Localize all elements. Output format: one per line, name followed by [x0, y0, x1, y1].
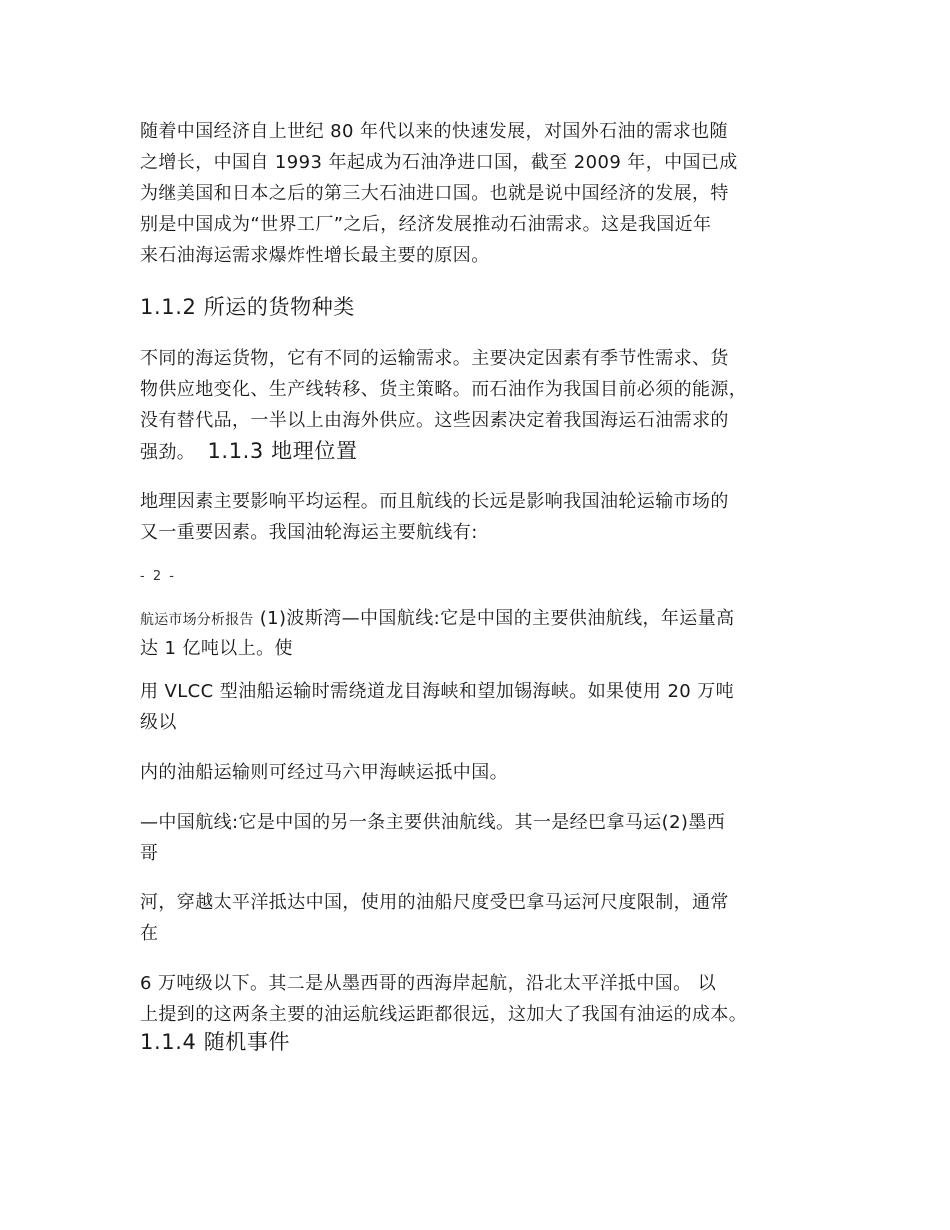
- text-line: 为继美国和日本之后的第三大石油进口国。也就是说中国经济的发展，特: [140, 183, 729, 204]
- text-line: 物供应地变化、生产线转移、货主策略。而石油作为我国目前必须的能源，: [140, 379, 748, 400]
- text-line: 来石油海运需求爆炸性增长最主要的原因。: [140, 245, 490, 266]
- paragraph-route-persian-gulf: [140, 603, 830, 661]
- page-number: - 2 -: [140, 569, 176, 584]
- paragraph-pacific: [140, 968, 830, 1030]
- section-heading-cargo-types: 1.1.2 所运的货物种类: [140, 295, 355, 319]
- section-heading-geography: 1.1.3 地理位置: [207, 439, 358, 463]
- text-fragment: 强劲。: [140, 442, 196, 463]
- text-line: 哥: [140, 843, 159, 864]
- paragraph-panama: [140, 887, 830, 949]
- document-page: [140, 0, 820, 1230]
- text-line: —中国航线:它是中国的另一条主要供油航线。其一是经巴拿马运(2)墨西: [140, 812, 726, 833]
- text-line: 用 VLCC 型油船运输时需绕道龙目海峡和望加锡海峡。如果使用 20 万吨: [140, 681, 735, 702]
- text-line: 上提到的这两条主要的油运航线运距都很远，这加大了我国有油运的成本。: [140, 1004, 748, 1025]
- text-line: 级以: [140, 712, 177, 733]
- section-heading-random-events: 1.1.4 随机事件: [140, 1030, 291, 1054]
- text-line: 地理因素主要影响平均运程。而且航线的长远是影响我国油轮运输市场的: [140, 491, 729, 512]
- text-line: 没有替代品，一半以上由海外供应。这些因素决定着我国海运石油需求的: [140, 410, 729, 431]
- paragraph-cargo-types: [140, 343, 830, 468]
- paragraph-route-mexico: [140, 807, 830, 869]
- text-line: 又一重要因素。我国油轮海运主要航线有:: [140, 522, 478, 543]
- text-fragment: (1)波斯湾—中国航线:它是中国的主要供油航线，年运量高: [253, 608, 735, 629]
- text-line: [140, 603, 830, 636]
- text-line: 6 万吨级以下。其二是从墨西哥的西海岸起航，沿北太平洋抵中国。 以: [140, 973, 717, 994]
- text-line: [140, 436, 830, 468]
- text-line: 不同的海运货物，它有不同的运输需求。主要决定因素有季节性需求、货: [140, 348, 729, 369]
- running-header-label: 航运市场分析报告: [140, 612, 254, 628]
- text-line: 在: [140, 923, 159, 944]
- text-line: 河，穿越太平洋抵达中国，使用的油船尺度受巴拿马运河尺度限制，通常: [140, 892, 729, 913]
- text-line: 内的油船运输则可经过马六甲海峡运抵中国。: [140, 762, 508, 783]
- paragraph-geography: [140, 486, 830, 548]
- text-line: 随着中国经济自上世纪 80 年代以来的快速发展，对国外石油的需求也随: [140, 121, 728, 142]
- text-line: 别是中国成为“世界工厂”之后，经济发展推动石油需求。这是我国近年: [140, 214, 712, 235]
- paragraph-demand-growth: [140, 116, 830, 271]
- text-line: 之增长，中国自 1993 年起成为石油净进口国，截至 2009 年，中国已成: [140, 152, 738, 173]
- paragraph-vlcc: [140, 676, 830, 738]
- text-line: 达 1 亿吨以上。使: [140, 638, 293, 659]
- paragraph-malacca: [140, 757, 830, 788]
